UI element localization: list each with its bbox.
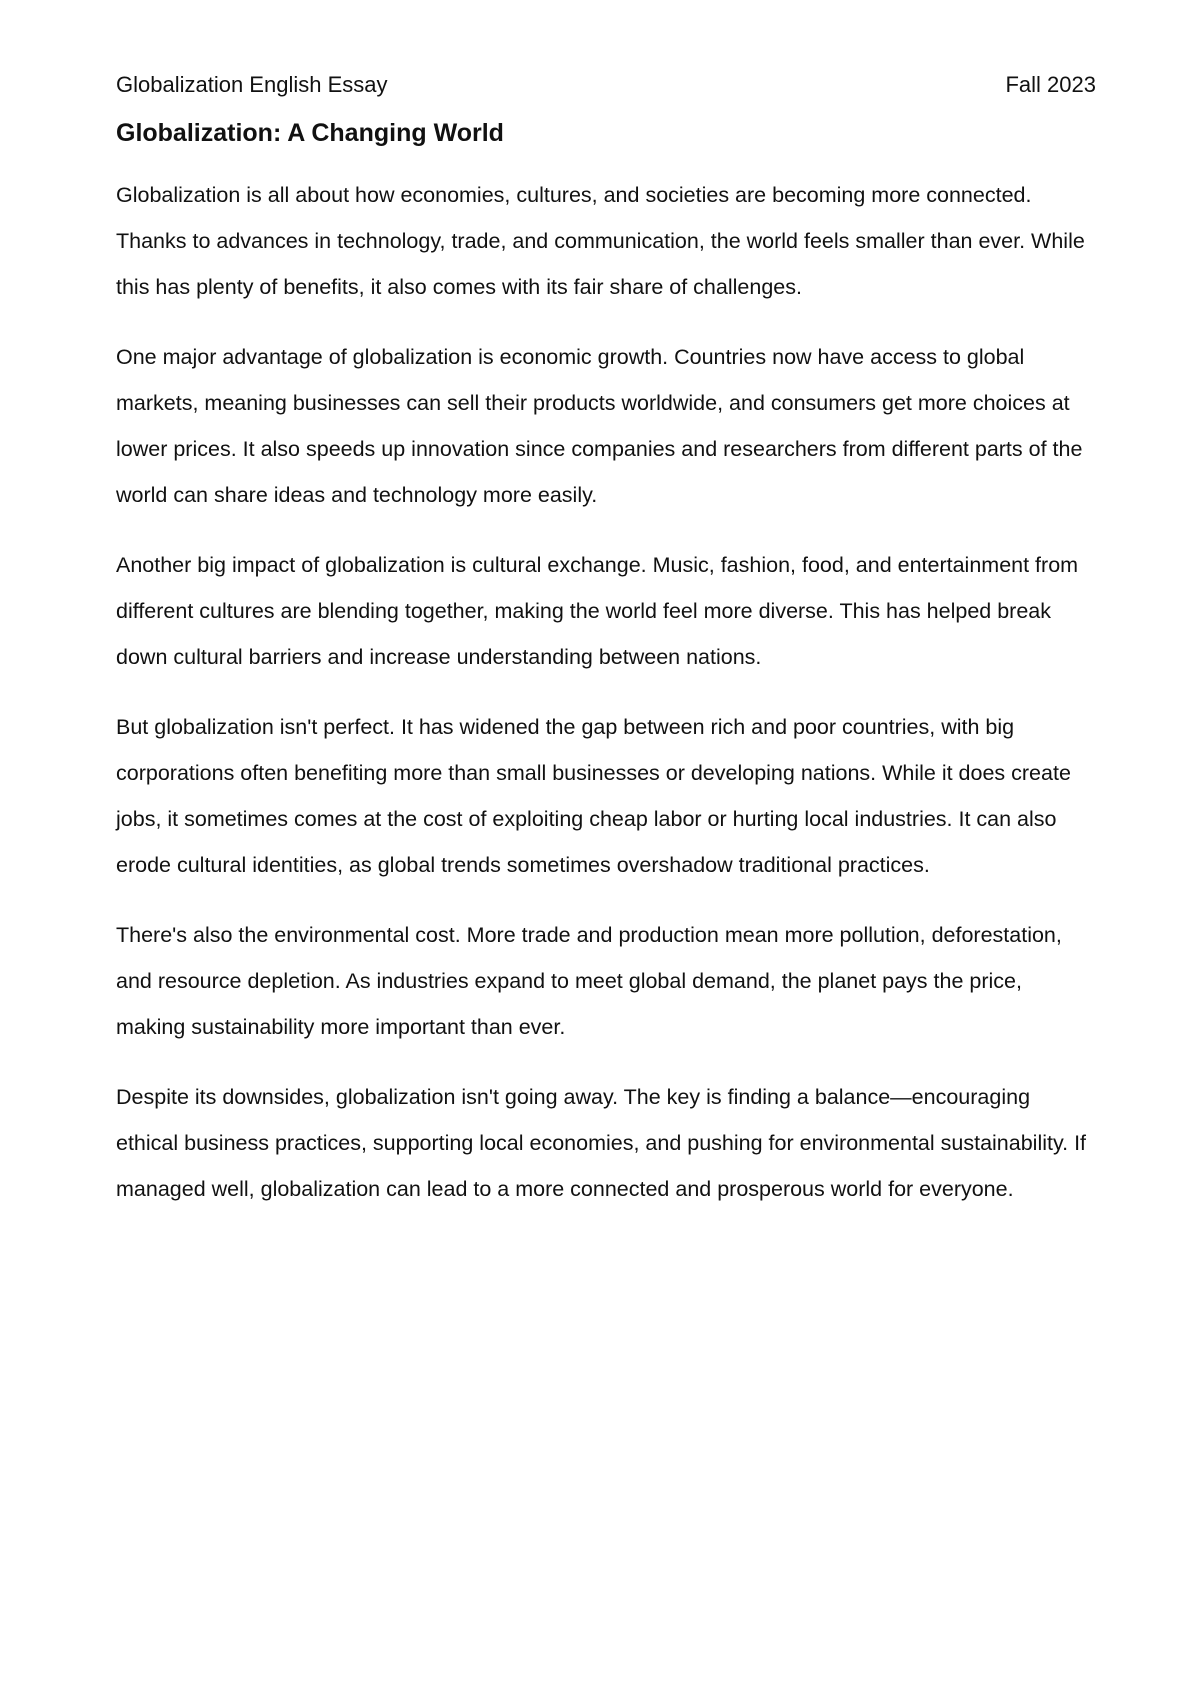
essay-paragraph-6: Despite its downsides, globalization isn't going away. The key is finding a balance—encouraging ethical business practices, supporting local economies, and pushing for environmental sustainability. If managed well, globalization can lead to a more connected and prosperous world for everyone. (116, 1085, 1087, 1201)
essay-paragraph-4: But globalization isn't perfect. It has widened the gap between rich and poor countries, with big corporations often benefiting more than small businesses or developing nations. While it does create jobs, it sometimes comes at the cost of exploiting cheap labor or hurting local industries. It can also erode cultural identities, as global trends sometimes overshadow traditional practices. (116, 715, 1071, 877)
header-term: Fall 2023 (1005, 72, 1096, 97)
page-header (116, 70, 1096, 100)
document-page (116, 70, 1096, 1212)
essay-paragraph-3: Another big impact of globalization is cultural exchange. Music, fashion, food, and entertainment from different cultures are blending together, making the world feel more diverse. This has helped break down cultural barriers and increase understanding between nations. (116, 553, 1079, 669)
essay-paragraph-1: Globalization is all about how economies, cultures, and societies are becoming more connected. Thanks to advances in technology, trade, and communication, the world feels smaller than ever. While this has plenty of benefits, it also comes with its fair share of challenges. (116, 183, 1085, 299)
header-course-title: Globalization English Essay (116, 72, 388, 97)
essay-paragraph-5: There's also the environmental cost. More trade and production mean more pollution, deforestation, and resource depletion. As industries expand to meet global demand, the planet pays the price, making sustainability more important than ever. (116, 923, 1062, 1039)
essay-title: Globalization: A Changing World (116, 119, 504, 147)
essay-paragraph-2: One major advantage of globalization is economic growth. Countries now have access to global markets, meaning businesses can sell their products worldwide, and consumers get more choices at lower prices. It also speeds up innovation since companies and researchers from different parts of the world can share ideas and technology more easily. (116, 345, 1083, 507)
